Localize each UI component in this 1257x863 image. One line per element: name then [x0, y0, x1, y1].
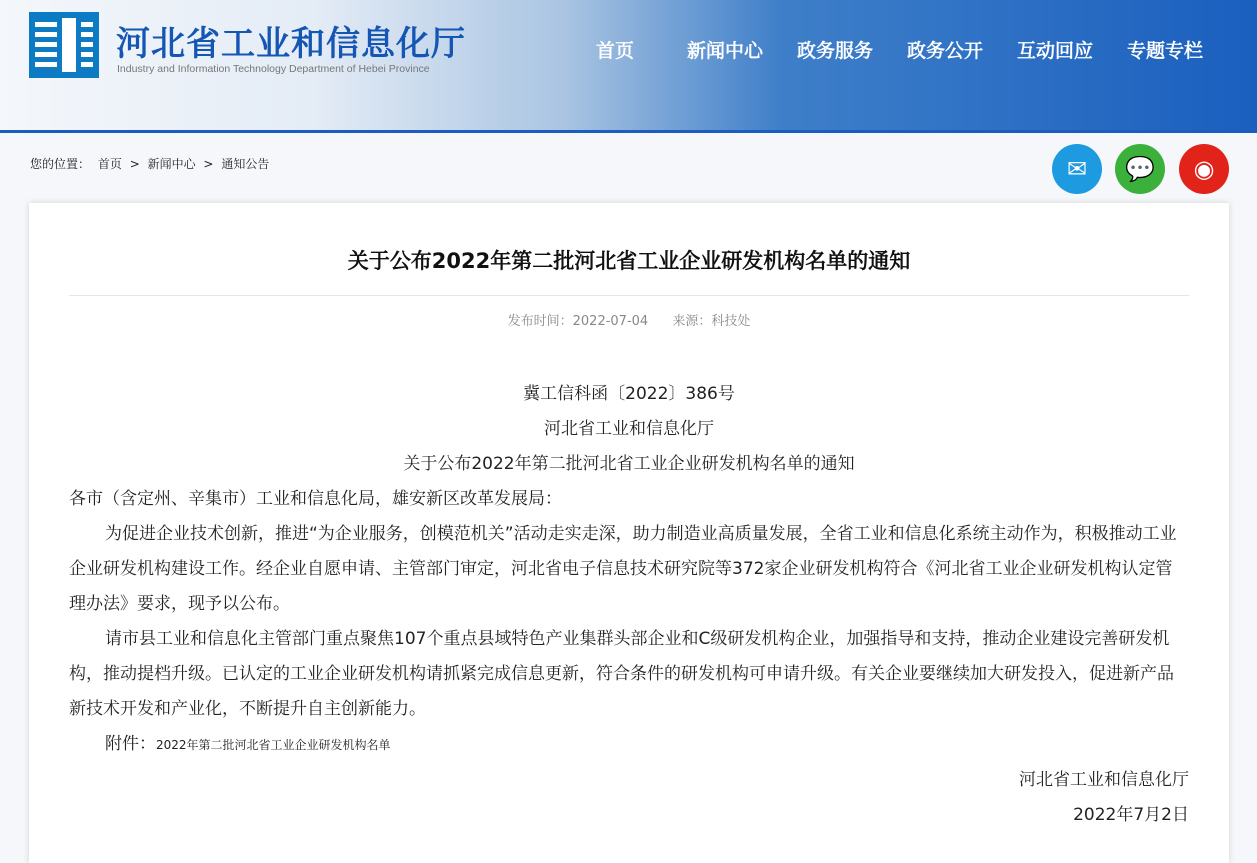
nav-news[interactable]: 新闻中心 — [686, 40, 763, 62]
site-header — [0, 0, 1257, 133]
doc-number: 冀工信科函〔2022〕386号 — [523, 384, 735, 404]
doc-org: 河北省工业和信息化厅 — [544, 419, 714, 439]
article-body — [29, 377, 1229, 833]
breadcrumb-label: 您的位置： — [30, 157, 91, 171]
paragraph-1: 为促进企业技术创新，推进“为企业服务，创模范机关”活动走实走深，助力制造业高质量发展，全省工业和信息化系统主动作为，积极推动工业企业研发机构建设工作。经企业自愿申请、主管部门审定，河北省电子信息技术研究院等372家企业研发机构符合《河北省工业企业研发机构认定管理办法》要求，现予以公布。 — [69, 524, 1177, 614]
article-card — [29, 203, 1229, 863]
wechat-icon[interactable]: 💬 — [1115, 144, 1165, 194]
doc-subject: 关于公布2022年第二批河北省工业企业研发机构名单的通知 — [403, 454, 855, 474]
divider — [69, 295, 1189, 296]
signature-date: 2022年7月2日 — [1073, 805, 1189, 825]
addressee: 各市（含定州、辛集市）工业和信息化局，雄安新区改革发展局： — [69, 489, 562, 509]
breadcrumb-home[interactable]: 首页 — [97, 157, 122, 171]
attachment — [69, 727, 1189, 763]
signature: 河北省工业和信息化厅 — [1019, 770, 1189, 790]
breadcrumb-news[interactable]: 新闻中心 — [147, 157, 196, 171]
main-nav — [560, 36, 1220, 63]
article-title: 关于公布2022年第二批河北省工业企业研发机构名单的通知 — [347, 249, 911, 273]
breadcrumb-sep: > — [129, 157, 140, 171]
weibo-icon[interactable]: ◉ — [1179, 144, 1229, 194]
attachment-link[interactable]: 2022年第二批河北省工业企业研发机构名单 — [156, 738, 391, 752]
breadcrumb-sep: > — [203, 157, 214, 171]
nav-public[interactable]: 政务公开 — [906, 40, 983, 62]
site-logo[interactable] — [29, 12, 99, 78]
breadcrumb-notices[interactable]: 通知公告 — [221, 157, 270, 171]
mail-icon[interactable]: ✉ — [1052, 144, 1102, 194]
nav-interaction[interactable]: 互动回应 — [1016, 40, 1093, 62]
site-subtitle: Industry and Information Technology Department of Hebei Province — [117, 63, 430, 75]
breadcrumb — [30, 155, 273, 172]
publish-date: 发布时间：2022-07-04 — [507, 314, 649, 329]
paragraph-2: 请市县工业和信息化主管部门重点聚焦107个重点县域特色产业集群头部企业和C级研发机构企业，加强指导和支持，推动企业建设完善研发机构，推动提档升级。已认定的工业企业研发机构请抓紧完成信息更新，符合条件的研发机构可申请升级。有关企业要继续加大研发投入，促进新产品新技术开发和产业化，不断提升自主创新能力。 — [69, 629, 1174, 719]
article-source: 来源：科技处 — [672, 314, 751, 329]
article-meta — [29, 310, 1229, 329]
attachment-label: 附件： — [105, 734, 156, 754]
nav-services[interactable]: 政务服务 — [796, 40, 873, 62]
nav-topics[interactable]: 专题专栏 — [1126, 40, 1203, 62]
site-title: 河北省工业和信息化厅 — [116, 24, 466, 64]
nav-home[interactable]: 首页 — [595, 40, 634, 62]
